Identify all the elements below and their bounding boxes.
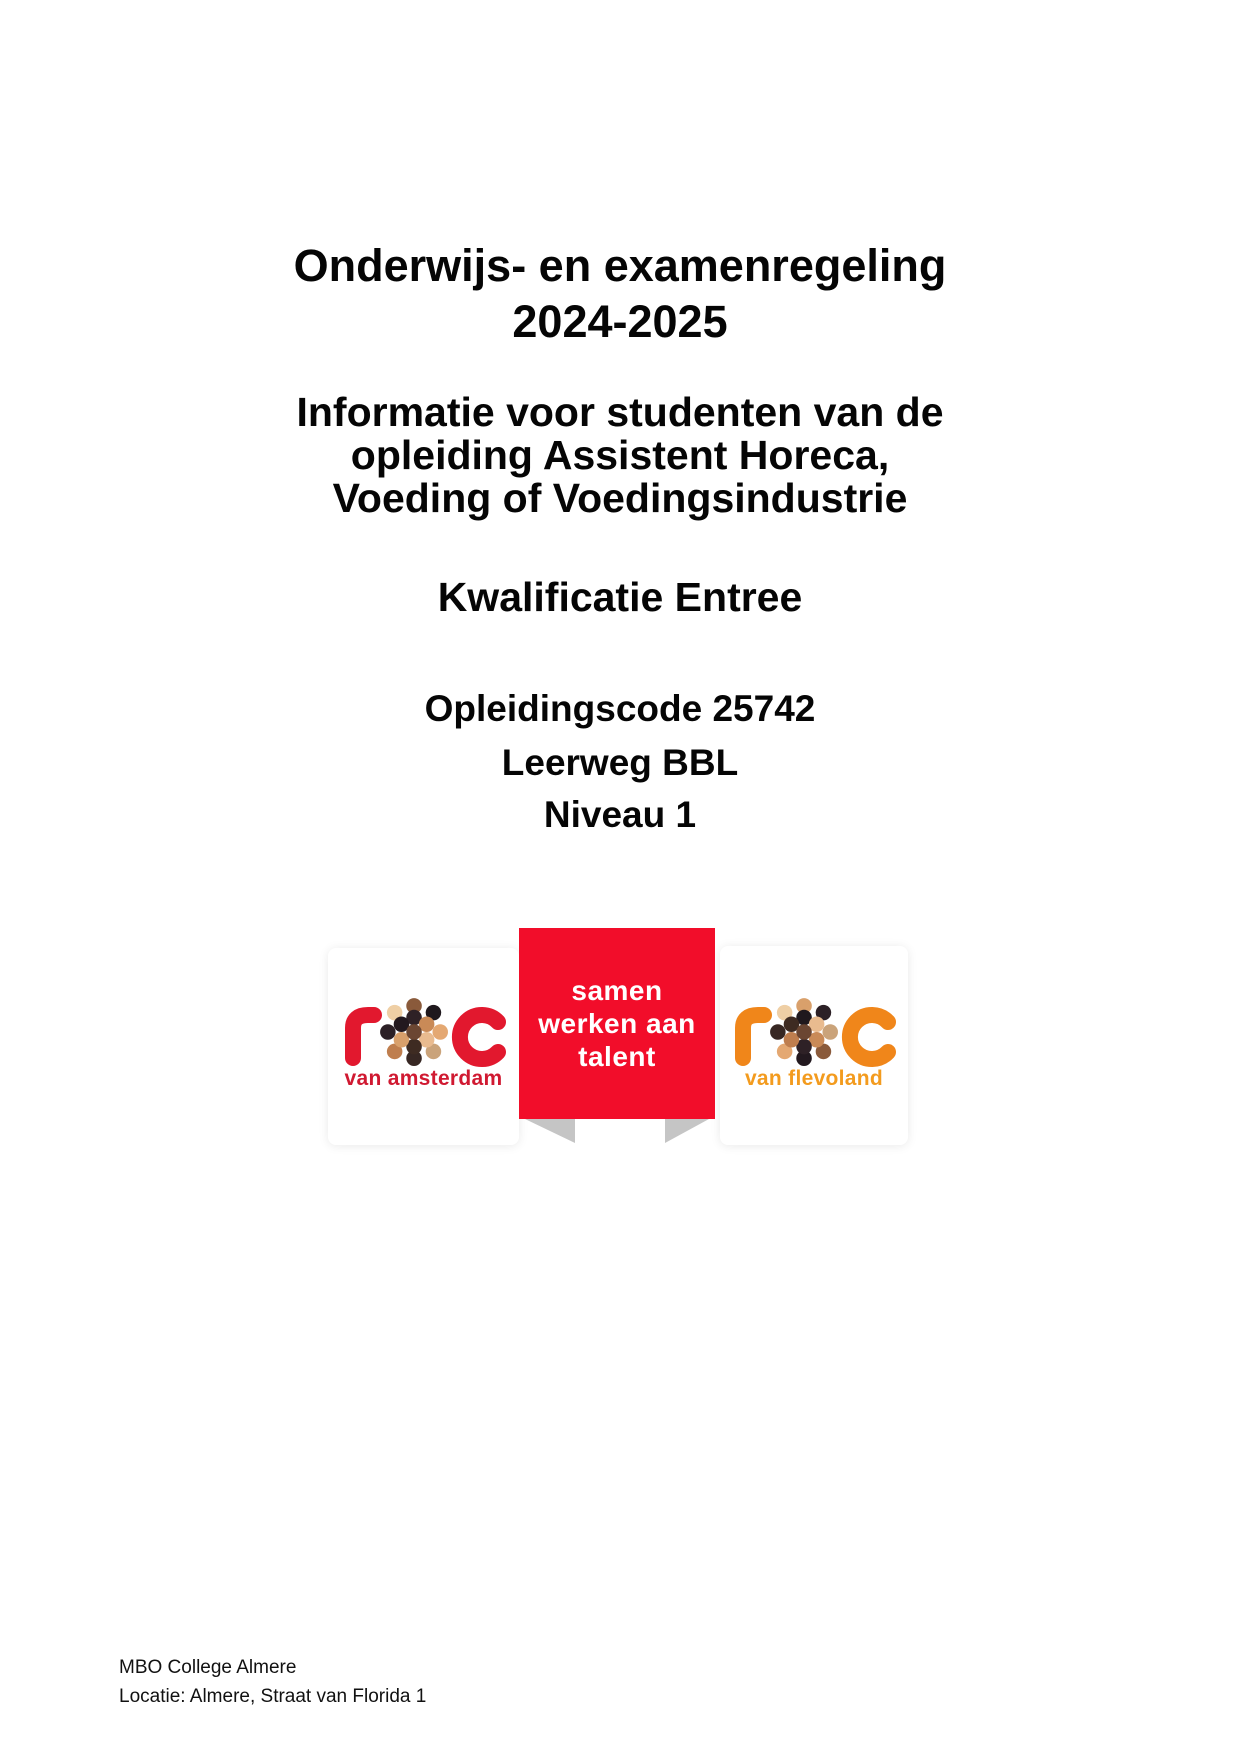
opleidingscode-line: Opleidingscode 25742 <box>424 688 816 729</box>
banner-line-3: talent <box>578 1041 656 1072</box>
samen-werken-aan-talent-banner <box>519 928 715 1119</box>
ribbon-fold-right-icon <box>665 1119 709 1143</box>
niveau-line: Niveau 1 <box>543 794 697 835</box>
subtitle-line-1: Informatie voor studenten van de <box>296 389 944 435</box>
title-line-2: 2024-2025 <box>512 296 728 347</box>
subtitle-line-2: opleiding Assistent Horeca, <box>350 432 890 478</box>
banner-line-1: samen <box>571 975 663 1006</box>
faces-circle-icon <box>770 998 838 1066</box>
roc-letter-c <box>459 1015 497 1059</box>
document-title <box>0 238 1240 350</box>
banner-line-2: werken aan <box>538 1008 696 1039</box>
qualification-heading: Kwalificatie Entree <box>437 574 803 620</box>
ribbon-fold-left-icon <box>525 1119 575 1143</box>
roc-letter-r <box>353 1015 374 1058</box>
roc-amsterdam-logo <box>328 948 519 1145</box>
faces-circle-icon <box>380 998 448 1066</box>
roc-letters-icon <box>338 994 510 1066</box>
roc-letters-icon <box>728 994 900 1066</box>
title-line-1: Onderwijs- en examenregeling <box>293 240 947 291</box>
roc-letter-c <box>850 1015 888 1059</box>
subtitle-line-3: Voeding of Voedingsindustrie <box>332 475 908 521</box>
roc-flevoland-logo <box>720 946 908 1145</box>
leerweg-line: Leerweg BBL <box>501 742 739 783</box>
footer-location: Locatie: Almere, Straat van Florida 1 <box>119 1686 427 1707</box>
roc-letter-r <box>743 1015 764 1058</box>
document-subtitle <box>0 391 1240 520</box>
roc-flevoland-wordmark: van flevoland <box>744 1067 884 1090</box>
roc-amsterdam-wordmark: van amsterdam <box>344 1067 503 1090</box>
footer-college: MBO College Almere <box>119 1657 297 1678</box>
banner-text <box>538 974 696 1073</box>
